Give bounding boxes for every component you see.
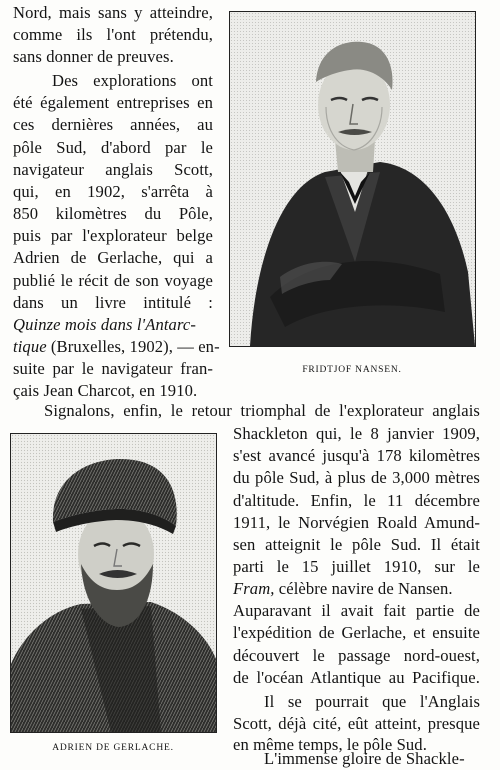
text-line: suite par le navigateur fran- xyxy=(13,359,213,378)
text-line: Il se pourrait que l'Anglais xyxy=(264,692,480,711)
text-line: navigateur anglais Scott, xyxy=(13,160,213,179)
text-line: comme ils l'ont prétendu, xyxy=(13,25,213,44)
text-line: s'est avancé jusqu'à 178 kilomètres xyxy=(233,446,480,465)
text-line: publié le récit de son voyage xyxy=(13,271,213,290)
text-fragment: (Bruxelles, 1902), — en- xyxy=(46,337,220,356)
ship-name: Fram, xyxy=(233,579,275,598)
text-line: parti le 15 juillet 1910, sur le xyxy=(233,557,480,576)
text-line: d'altitude. Enfin, le 11 décembre xyxy=(233,491,480,510)
gerlache-caption: ADRIEN DE GERLACHE. xyxy=(52,743,174,753)
text-line: sen atteignit le pôle Sud. Il était xyxy=(233,535,480,554)
text-line: qui, en 1902, s'arrêta à xyxy=(13,182,213,201)
gerlache-portrait xyxy=(10,433,217,733)
text-line: puis par l'explorateur belge xyxy=(13,226,213,245)
cut-off-line: L'immense gloire de Shackle- xyxy=(264,749,465,768)
text-line: du pôle Sud, à plus de 3,000 mètres xyxy=(233,468,480,487)
text-line: sans donner de preuves. xyxy=(13,47,174,66)
text-fragment: célèbre navire de Nansen. xyxy=(274,579,453,598)
book-title-line: Quinze mois dans l'Antarc- xyxy=(13,315,196,334)
text-line xyxy=(13,336,220,358)
text-line: Adrien de Gerlache, qui a xyxy=(13,248,213,267)
nansen-portrait xyxy=(229,11,476,347)
text-line: 850 kilomètres du Pôle, xyxy=(13,204,213,223)
text-line: découvert le passage nord-ouest, xyxy=(233,646,480,665)
text-line: Auparavant il avait fait partie de xyxy=(233,601,480,620)
text-line: pôle Sud, d'abord par le xyxy=(13,138,213,157)
text-line: 1911, le Norvégien Roald Amund- xyxy=(233,513,480,532)
nansen-caption: FRIDTJOF NANSEN. xyxy=(302,365,402,375)
text-line: en même temps, le pôle Sud. xyxy=(233,735,427,754)
text-line: de l'océan Atlantique au Pacifique. xyxy=(233,668,480,687)
text-line xyxy=(233,578,453,600)
book-title-end: tique xyxy=(13,337,47,356)
text-line: ces dernières années, au xyxy=(13,115,213,134)
text-line: Nord, mais sans y atteindre, xyxy=(13,3,213,22)
text-line: été également entreprises en xyxy=(13,93,213,112)
text-line: Des explorations ont xyxy=(52,71,213,90)
text-line: Scott, déjà cité, eût atteint, presque xyxy=(233,714,480,733)
text-line: l'expédition de Gerlache, et ensuite xyxy=(233,623,480,642)
text-line: Shackleton qui, le 8 janvier 1909, xyxy=(233,424,480,443)
text-line: Signalons, enfin, le retour triomphal de l'explorateur anglais xyxy=(44,401,480,420)
text-line: dans un livre intitulé : xyxy=(13,293,213,312)
text-line: çais Jean Charcot, en 1910. xyxy=(13,381,198,400)
